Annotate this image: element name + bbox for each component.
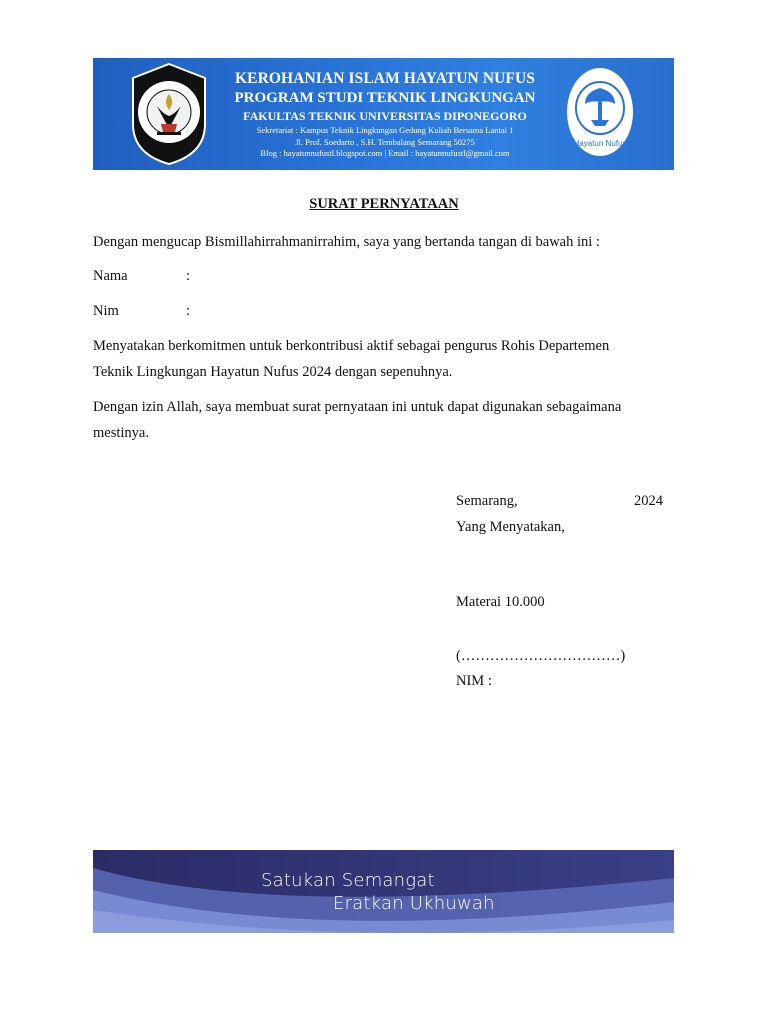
- signature-place: Semarang,: [456, 493, 518, 509]
- diponegoro-university-logo: [129, 62, 209, 166]
- closing-line-2: mestinya.: [93, 425, 149, 441]
- name-colon: :: [186, 268, 191, 284]
- commitment-line-1: Menyatakan berkomitmen untuk berkontribusi aktif sebagai pengurus Rohis Departemen: [93, 338, 610, 354]
- signatory-nim: NIM :: [456, 673, 492, 689]
- signature-year: 2024: [634, 493, 663, 509]
- street-address: Jl. Prof. Soedarto , S.H. Tembalang Semarang 50275: [295, 137, 475, 147]
- signatory-name-line: (……………………………): [456, 648, 626, 664]
- intro-text: Dengan mengucap Bismillahirrahmanirrahim, saya yang bertanda tangan di bawah ini :: [93, 234, 600, 250]
- nim-label: Nim: [93, 303, 119, 319]
- faculty-name: FAKULTAS TEKNIK UNIVERSITAS DIPONEGORO: [243, 109, 527, 123]
- hayatun-nufus-logo: [565, 66, 635, 158]
- svg-text:Hayatun Nufus: Hayatun Nufus: [573, 139, 627, 148]
- secretariat-address: Sekretariat : Kampus Teknik Lingkungan Gedung Kuliah Bersama Lantai 1: [256, 125, 514, 135]
- letterhead-banner: [93, 58, 674, 170]
- slogan-line-1: Satukan Semangat: [261, 870, 435, 891]
- document-title: SURAT PERNYATAAN: [309, 196, 459, 212]
- footer-wave-graphic: [93, 850, 674, 933]
- program-name: PROGRAM STUDI TEKNIK LINGKUNGAN: [234, 90, 536, 106]
- slogan-line-2: Eratkan Ukhuwah: [333, 893, 495, 914]
- contact-info: Blog : hayatunnufustl.blogspot.com | Email : hayatunnufustl@gmail.com: [260, 148, 510, 158]
- signature-role: Yang Menyatakan,: [456, 519, 565, 535]
- nim-colon: :: [186, 303, 191, 319]
- name-label: Nama: [93, 268, 128, 284]
- org-name: KEROHANIAN ISLAM HAYATUN NUFUS: [235, 70, 535, 87]
- stamp-duty-label: Materai 10.000: [456, 594, 545, 610]
- closing-line-1: Dengan izin Allah, saya membuat surat pernyataan ini untuk dapat digunakan sebagaimana: [93, 399, 622, 415]
- commitment-line-2: Teknik Lingkungan Hayatun Nufus 2024 dengan sepenuhnya.: [93, 364, 453, 380]
- footer-banner: [93, 850, 674, 933]
